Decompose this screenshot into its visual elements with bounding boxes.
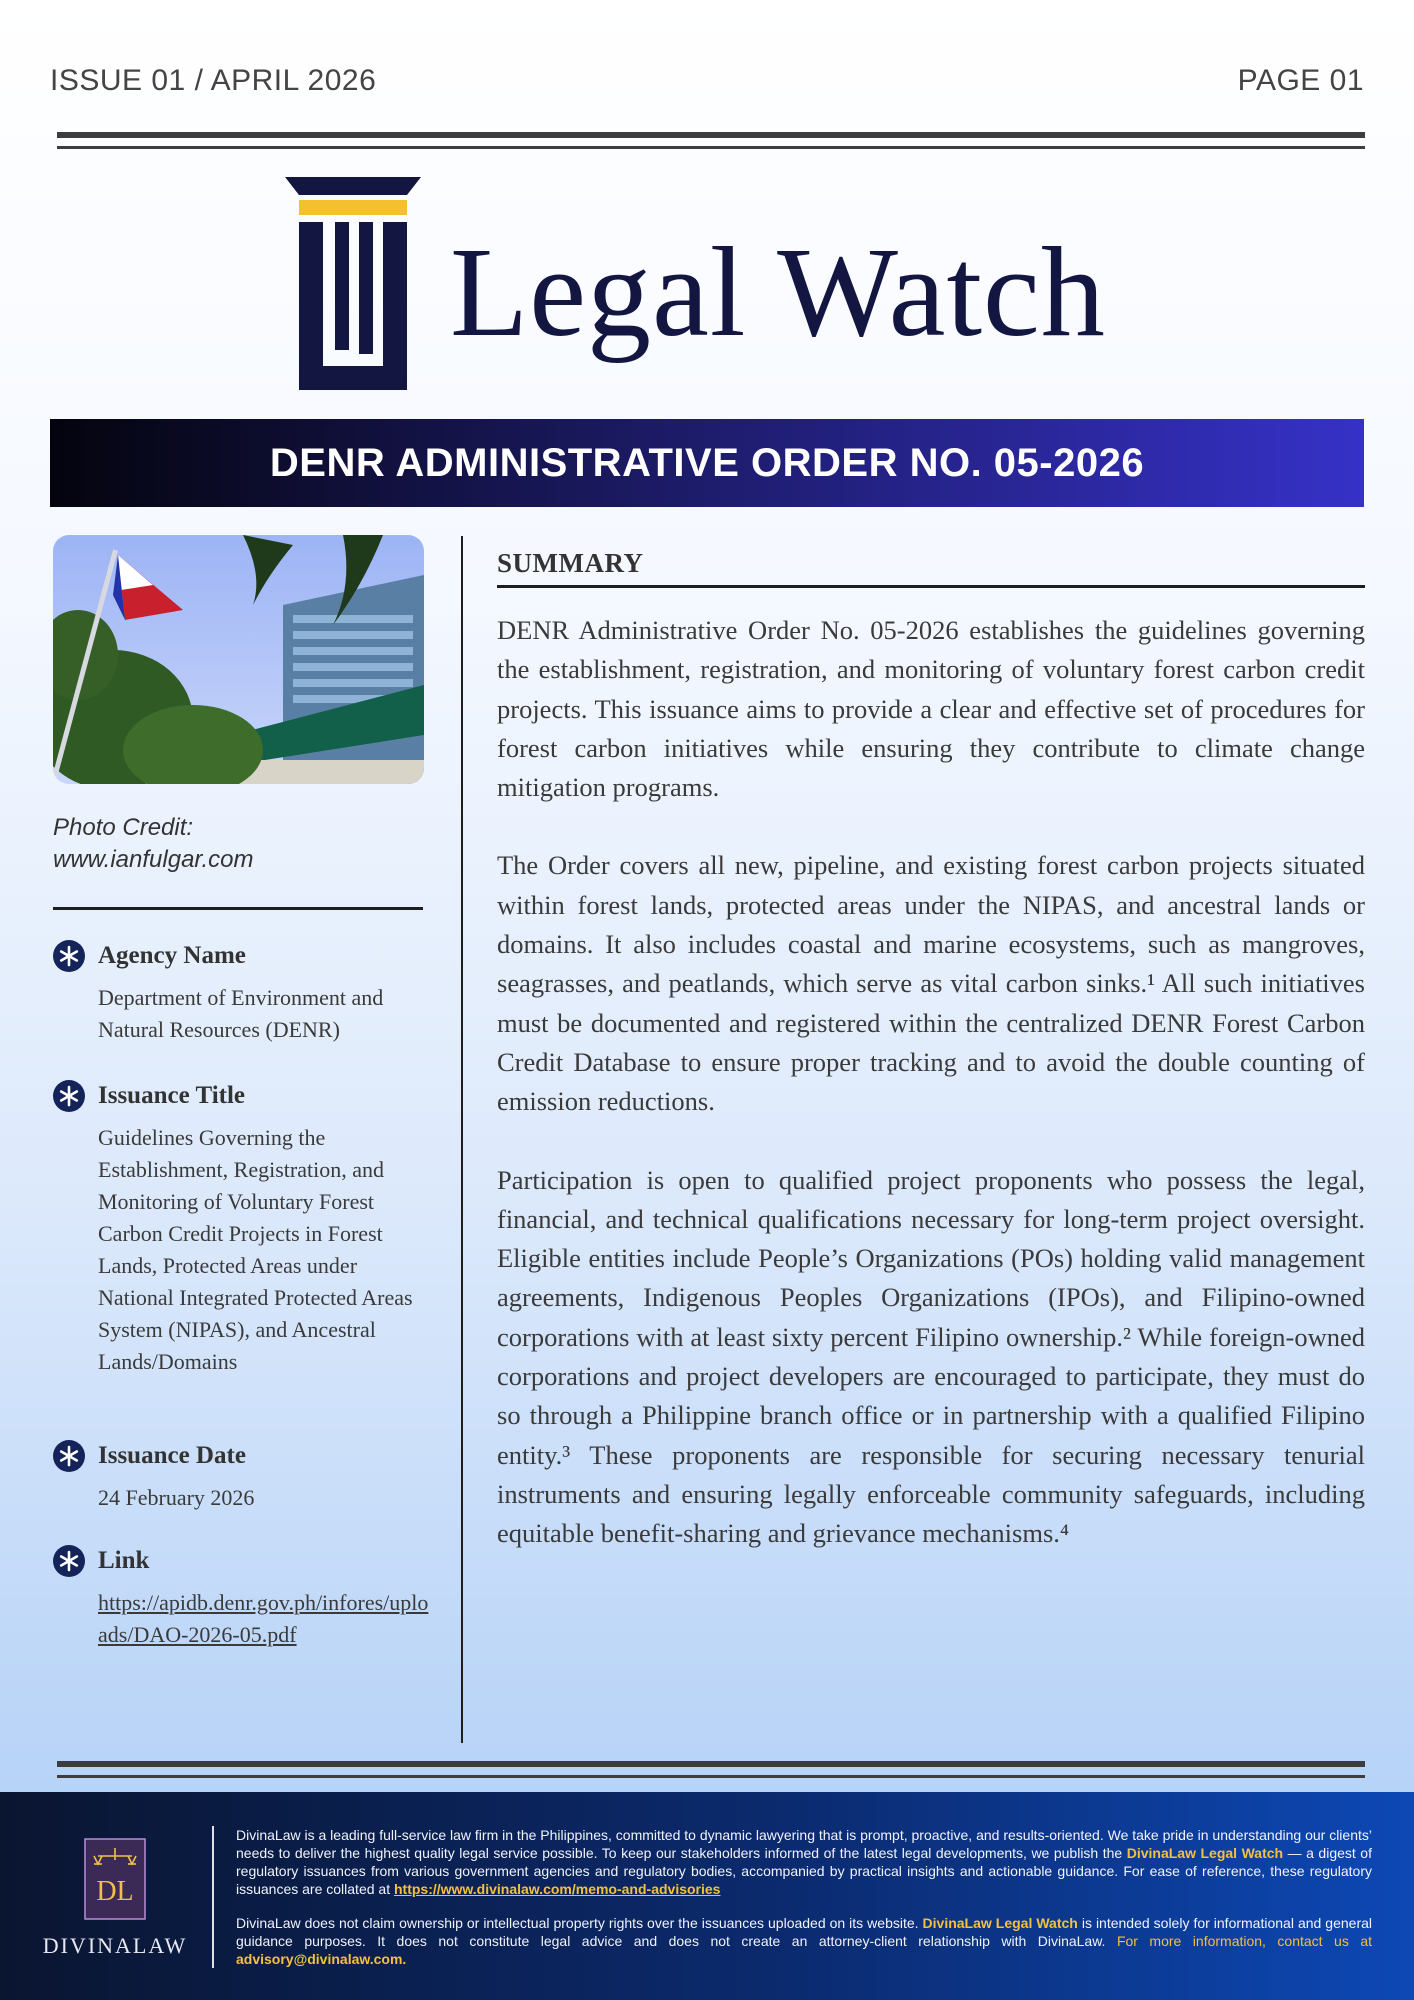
column-divider: [461, 536, 463, 1743]
field-value: Department of Environment and Natural Resources (DENR): [98, 985, 384, 1042]
field-label: Agency Name: [98, 942, 246, 969]
issuance-link[interactable]: https://apidb.denr.gov.ph/infores/uploads/DAO-2026-05.pdf: [98, 1590, 429, 1647]
summary-paragraph: DENR Administrative Order No. 05-2026 establishes the guidelines governing the establishment, registration, and monitoring of voluntary forest carbon credit projects. This issuance aims to provide a clear and effective set of procedures for forest carbon initiatives while ensuring they contribute to climate change mitigation programs.: [497, 615, 1365, 803]
summary-body: [497, 611, 1365, 1593]
footer-disclaimer-text: DivinaLaw does not claim ownership or intellectual property rights over the issuances uploaded on its website.: [236, 1915, 923, 1931]
footer-divider: [212, 1826, 214, 1968]
field-label: Issuance Title: [98, 1082, 246, 1109]
advisory-email-link[interactable]: advisory@divinalaw.com.: [236, 1951, 407, 1967]
page-number: PAGE 01: [1237, 64, 1364, 97]
title-banner: [50, 419, 1364, 507]
field-value: Guidelines Governing the Establishment, Registration, and Monitoring of Voluntary Forest Carbon Credit Projects in Forest Lands, Protected Areas under National Integrated Protected Areas System (NIPAS), and Ancestral Lands/Domains: [98, 1125, 413, 1374]
asterisk-icon: [53, 1545, 85, 1577]
photo-credit: [53, 812, 433, 876]
divinalaw-scales-logo-icon: [84, 1838, 146, 1920]
asterisk-icon: [53, 940, 85, 972]
footer-about-text: DivinaLaw is a leading full-service law firm in the Philippines, committed to dynamic lawyering that is prompt, proactive, and results-oriented. We take pride in understanding our clients’ needs to deliver the highest quality legal service possible. To keep our stakeholders informed of the latest legal developments, we publish the: [236, 1827, 1372, 1861]
footer-brand-inline: DivinaLaw Legal Watch: [1126, 1845, 1284, 1861]
field-agency-name: [53, 940, 433, 1046]
header-rule-thick: [57, 132, 1365, 138]
field-label: Issuance Date: [98, 1442, 246, 1469]
issue-label: ISSUE 01 / APRIL 2026: [50, 64, 377, 97]
footer-about: [236, 1826, 1372, 1898]
summary-rule: [497, 585, 1365, 588]
banner-title: DENR ADMINISTRATIVE ORDER NO. 05-2026: [269, 440, 1145, 485]
footer-disclaimer-text: is intended solely for informational and general guidance purposes. It does not constitute legal advice and does not create an attorney-client relationship with DivinaLaw.: [236, 1915, 1372, 1949]
field-link: [53, 1545, 433, 1651]
summary-heading: SUMMARY: [497, 548, 644, 578]
summary-paragraph: The Order covers all new, pipeline, and existing forest carbon projects situated within forest lands, protected areas under the NIPAS, and ancestral lands or domains. It also includes coastal and marine ecosystems, such as mangroves, seagrasses, and peatlands, which serve as vital carbon sinks.¹ All such initiatives must be documented and registered within the centralized DENR Forest Carbon Credit Database to ensure proper tracking and to avoid the double counting of emission reductions.: [497, 850, 1365, 1117]
field-value: 24 February 2026: [98, 1485, 255, 1510]
asterisk-icon: [53, 1080, 85, 1112]
footer-disclaimer: [236, 1914, 1372, 1968]
denr-building-photo: [53, 535, 424, 784]
logo-letters: DL: [96, 1876, 134, 1907]
footer-rule-thin: [57, 1775, 1365, 1778]
field-issuance-date: [53, 1440, 433, 1514]
footer-brand-inline: DivinaLaw Legal Watch: [922, 1915, 1078, 1931]
asterisk-icon: [53, 1440, 85, 1472]
memo-advisories-link[interactable]: https://www.divinalaw.com/memo-and-advisories: [393, 1881, 721, 1897]
legal-watch-logo-icon: [285, 177, 421, 390]
footer-rule-thick: [57, 1761, 1365, 1767]
footer-contact-text: For more information, contact us at: [1116, 1933, 1373, 1949]
footer-about-text: — a digest of regulatory issuances from various government agencies and regulatory bodies, accompanied by practical insights and actionable guidance. For ease of reference, these regulatory issuances are collated at: [236, 1845, 1372, 1897]
publication-title: Legal Watch: [450, 221, 1106, 363]
field-issuance-title: [53, 1080, 433, 1378]
footer-brand: DIVINALAW: [42, 1933, 188, 1958]
field-label: Link: [98, 1547, 150, 1574]
photo-credit-site: www.ianfulgar.com: [53, 846, 254, 873]
summary-paragraph: Participation is open to qualified project proponents who possess the legal, financial, and technical qualifications necessary for long-term project oversight. Eligible entities include People’s Organizations (POs) holding valid management agreements, Indigenous Peoples Organizations (IPOs), and Filipino-owned corporations with at least sixty percent Filipino ownership.² While foreign-owned corporations and project developers are encouraged to participate, they must do so through a Philippine branch office or in partnership with a qualified Filipino entity.³ These proponents are responsible for securing necessary tenurial instruments and ensuring legally enforceable community safeguards, including equitable benefit-sharing and grievance mechanisms.⁴: [497, 1164, 1365, 1549]
photo-credit-label: Photo Credit:: [53, 814, 194, 841]
header-rule-thin: [57, 146, 1365, 149]
sidebar-rule: [53, 907, 423, 910]
